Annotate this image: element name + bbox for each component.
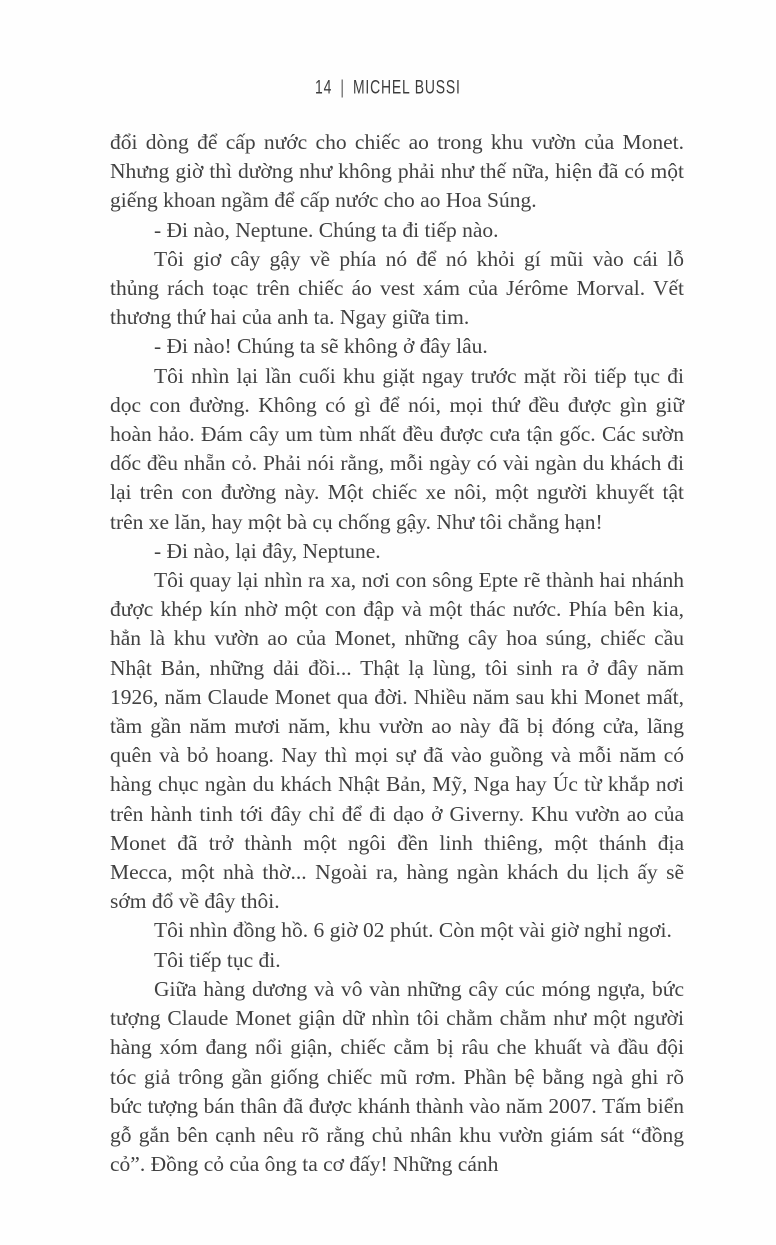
paragraph: Tôi tiếp tục đi. [154, 947, 281, 972]
running-head-author: MICHEL BUSSI [353, 76, 461, 99]
body-text [110, 128, 684, 1179]
paragraph-dialogue: - Đi nào, lại đây, Neptune. [154, 538, 381, 563]
paragraph-continuation: đổi dòng để cấp nước cho chiếc ao trong khu vườn của Monet. Nhưng giờ thì dường như không phải như thế nữa, hiện đã có một giếng khoan ngầm để cấp nước cho ao Hoa Súng. [110, 130, 684, 213]
paragraph-dialogue: - Đi nào, Neptune. Chúng ta đi tiếp nào. [154, 217, 499, 242]
paragraph: Tôi giơ cây gậy về phía nó để nó khỏi gí mũi vào cái lỗ thủng rách toạc trên chiếc áo vest xám của Jérôme Morval. Vết thương thứ hai của anh ta. Ngay giữa tim. [110, 246, 684, 330]
paragraph: Tôi quay lại nhìn ra xa, nơi con sông Epte rẽ thành hai nhánh được khép kín nhờ một con đập và một thác nước. Phía bên kia, hẳn là khu vườn ao của Monet, những cây hoa súng, chiếc cầu Nhật Bản, những dải đồi... Thật lạ lùng, tôi sinh ra ở đây năm 1926, năm Claude Monet qua đời. Nhiều năm sau khi Monet mất, tầm gần năm mươi năm, khu vườn ao này đã bị đóng cửa, lãng quên và bỏ hoang. Nay thì mọi sự đã vào guồng và mỗi năm có hàng chục ngàn du khách Nhật Bản, Mỹ, Nga hay Úc từ khắp nơi trên hành tinh tới đây chỉ để đi dạo ở Giverny. Khu vườn ao của Monet đã trở thành một ngôi đền linh thiêng, một thánh địa Mecca, một nhà thờ... Ngoài ra, hàng ngàn khách du lịch ấy sẽ sớm đổ về đây thôi. [110, 568, 684, 914]
running-header [0, 78, 776, 98]
paragraph: Giữa hàng dương và vô vàn những cây cúc móng ngựa, bức tượng Claude Monet giận dữ nhìn tôi chằm chằm như một người hàng xóm đang nổi giận, chiếc cằm bị râu che khuất và đầu đội tóc giả trông gần giống chiếc mũ rơm. Phần bệ bằng ngà ghi rõ bức tượng bán thân đã được khánh thành vào năm 2007. Tấm biển gỗ gắn bên cạnh nêu rõ rằng chủ nhân khu vườn giám sát “đồng cỏ”. Đồng cỏ của ông ta cơ đấy! Những cánh [110, 976, 684, 1177]
paragraph-dialogue: - Đi nào! Chúng ta sẽ không ở đây lâu. [154, 334, 488, 359]
header-separator: | [340, 76, 345, 99]
page-number: 14 [315, 76, 333, 99]
paragraph: Tôi nhìn đồng hồ. 6 giờ 02 phút. Còn một vài giờ nghỉ ngơi. [154, 918, 672, 943]
running-header-text [315, 77, 461, 99]
paragraph: Tôi nhìn lại lần cuối khu giặt ngay trước mặt rồi tiếp tục đi dọc con đường. Không có gì để nói, mọi thứ đều được gìn giữ hoàn hảo. Đám cây um tùm nhất đều được cưa tận gốc. Các sườn dốc đều nhẵn cỏ. Phải nói rằng, mỗi ngày có vài ngàn du khách đi lại trên con đường này. Một chiếc xe nôi, một người khuyết tật trên xe lăn, hay một bà cụ chống gậy. Như tôi chẳng hạn! [110, 363, 684, 534]
